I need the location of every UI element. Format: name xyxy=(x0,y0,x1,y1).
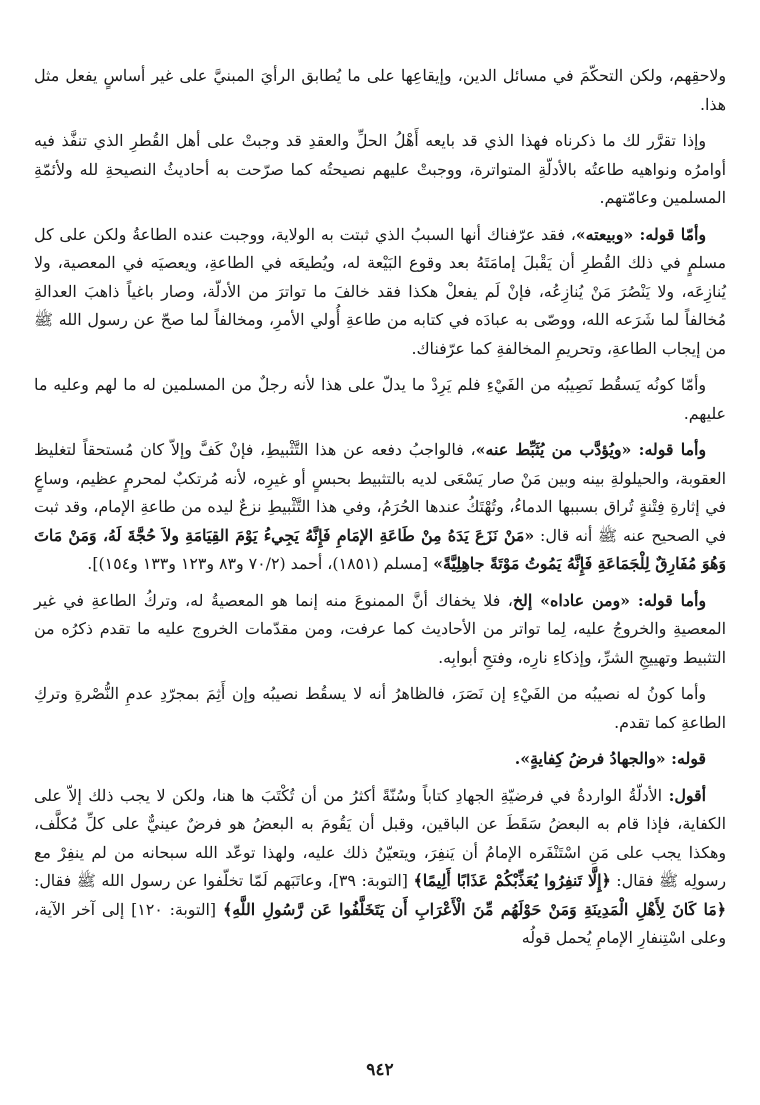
bold-text: أقول: xyxy=(668,785,706,805)
bold-text: ﴿مَا كَانَ لِأَهْلِ الْمَدِينَةِ وَمَنْ حَوْلَهُم مِّنَ الْأَعْرَابِ أَن يَتَخَلَّفُوا عَن رَّسُولِ اللَّهِ﴾ xyxy=(222,899,726,919)
bold-text: وأما قوله: «ويُؤدَّب من يُثَبِّط عنه» xyxy=(475,440,706,459)
paragraph xyxy=(34,127,726,213)
bold-text: ﴿إِلَّا تَنفِرُوا يُعَذِّبْكُمْ عَذَابًا أَلِيمًا﴾ xyxy=(413,871,611,890)
reference-text: [مسلم (١٨٥١)، أحمد (٧٠/٢ و٨٣ و١٢٣ و١٣٣ و١٥٤)]. xyxy=(87,554,434,573)
text-segment: ، فقد عرّفناك أنها السببُ الذي ثبتت به الولاية، ووجبت عنده الطاعةُ ولكن على كل مسلمٍ في ذلك القُطرِ أن يَقْبلَ إمامَتَهُ بعد وقوع البَيْعة له، ويُطيعَه في الطاعةِ، ويعصيَه في المعصية، ولا يُنازِعَه، ولا يَنْصُرَ مَنْ يُنازِعُه، فإنْ لَم يفعلْ هكذا فقد خالفَ ما تواترَ من الأدلّة، وصار باغياً ذاهبَ العدالةِ مُخالفاً لما شَرَعه الله، ووصّى به عبادَه في كتابه من طاعةِ أُولي الأمرِ، ومخالفاً لما صحّ عن رسول الله ﷺ من إيجاب الطاعةِ، وتحريمِ المخالفةِ كما عرّفناك. xyxy=(34,224,726,358)
reference-text: [التوبة: ٣٩]، وعاتَبَهم لَمّا تخلّفوا عن رسول الله ﷺ فقال: xyxy=(34,871,414,890)
text-segment: وأما كونُ له نصيبُه من الفَيْءِ إن نَصَرَ، فالظاهرُ أنه لا يسقُط نصيبُه وإن أَثِمَ بمجرّدِ عدمِ النُّصْرةِ وتركِ الطاعةِ كما تقدم. xyxy=(34,684,726,732)
paragraph xyxy=(34,436,726,579)
reference-text: [التوبة: ١٢٠] إلى آخر الآية، وعلى اسْتِنفارِ الإمامِ يُحمل قولُه xyxy=(34,899,726,947)
text-segment: وإذا تقرَّر لك ما ذكرناه فهذا الذي قد بايعه أَهْلُ الحلِّ والعقدِ قد وجبتْ على أهل القُطرِ الذي تنفَّذ فيه أوامرُه ونواهيه طاعتُه بالأدلّةِ المتواترة، ووجبتْ عليهم نصيحتُه كما صرّحت به أحاديثُ النصيحةِ لله ولأئمّةِ المسلمين وعامّتهم. xyxy=(34,131,726,207)
paragraph xyxy=(34,745,726,774)
bold-text: وأما قوله: «ومن عاداه» إلخ xyxy=(512,590,706,610)
bold-text: «مَنْ نَزَعَ يَدَهُ مِنْ طَاعَةِ الإمَامِ فَإِنَّهُ يَجِيءُ يَوْمَ القِيَامَةِ ولاَ حُجَّةَ لَهُ، وَمَنْ مَاتَ وَهُوَ مُفَارِقٌ لِلْجَمَاعَةِ فَإِنَّهُ يَمُوتُ مَوْتَةً جاهِلِيَّةً» xyxy=(34,525,726,573)
paragraph xyxy=(34,587,726,673)
bold-text: قوله: «والجهادُ فرضُ كِفايةٍ». xyxy=(514,749,706,768)
paragraph xyxy=(34,680,726,737)
page-number: ٩٤٢ xyxy=(366,1060,394,1080)
text-segment: ، فلا يخفاك أنَّ الممنوعَ منه إنما هو المعصيةُ له، وتركُ الطاعةِ في غير المعصيةِ والخروجُ عليه، لِما تواتر من الأحاديث كما عرفت، ومن مقدّمات الخروج عليه ما تقدم ذكرُه من التثبيط وتهييجِ الشرِّ، وإذكاءِ نارِه، وفتحِ أبوابِه. xyxy=(34,590,726,667)
bold-text: وأمّا قوله: «وبيعته» xyxy=(575,224,707,244)
paragraph xyxy=(34,221,726,364)
text-segment: الأدلّةُ الواردةُ في فرضيّةِ الجهادِ كتاباً وسُنّةً أكثرُ من أن تُكْتَبَ ها هنا، ولكن لا يجب ذلك إلاّ على الكفاية، فإذا قام به البعضُ سَقَطَ عن الباقين، وقبل أن يَقُومَ به البعضُ هو فرضٌ عينيٌّ على كلِّ مُكلَّف، وهكذا يجب على مَنِ اسْتَنْفَره الإمامُ أن يَنفِرَ، ويتعيّنُ ذلك عليه، ولهذا توعّد الله سبحانه من لم ينفِرْ مع رسولِه ﷺ فقال: xyxy=(34,785,726,890)
paragraph xyxy=(34,782,726,953)
text-segment: ، فالواجبُ دفعه عن هذا التَّثْبيطِ، فإنْ كَفَّ وإلاّ كان مُستحقاً لتغليظ العقوبة، والحيلولةِ بينه وبين مَنْ صار يَسْعَى لديه بالتثبيط بحبسٍ أو غيرِه، لأنه مُرتكبٌ لمحرمٍ عظيم، وساعٍ في إثارةِ فِتْنةٍ تُراق بسببها الدماءُ، وتُهْتَكُ عندها الحُرَمُ، وفي هذا التَّثْبيطِ نزعٌ ليده من طاعةِ الإمام، وقد ثبت في الصحيح عنه ﷺ أنه قال: xyxy=(34,440,726,545)
text-segment: وأمّا كونُه يَسقُط نَصِيبُه من الفَيْءِ فلم يَرِدْ ما يدلّ على هذا لأنه رجلٌ من المسلمين له ما لهم وعليه ما عليهم. xyxy=(34,375,726,423)
text-segment: ولاحقِهم، ولكن التحكّمَ في مسائل الدين، وإيقاعِها على ما يُطابق الرأيَ المبنيَّ على غير أساسٍ يفعل مثل هذا. xyxy=(34,66,726,114)
paragraph xyxy=(34,62,726,119)
paragraph xyxy=(34,371,726,428)
body-text xyxy=(34,62,726,953)
